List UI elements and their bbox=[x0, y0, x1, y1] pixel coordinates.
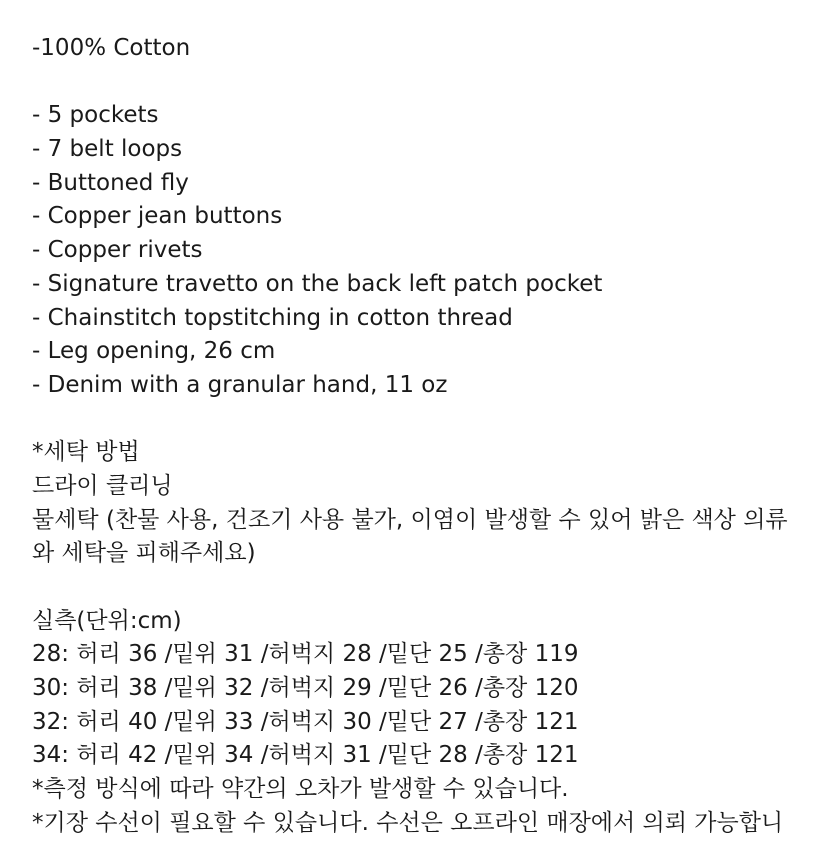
size-row: 30: 허리 38 /밑위 32 /허벅지 29 /밑단 26 /총장 120 bbox=[32, 675, 579, 702]
alteration-note: *기장 수선이 필요할 수 있습니다. 수선은 오프라인 매장에서 의뢰 가능합니 bbox=[32, 809, 784, 836]
feature-item: - Chainstitch topstitching in cotton thread bbox=[32, 304, 513, 331]
measurement-section bbox=[32, 605, 822, 841]
washing-section bbox=[32, 436, 822, 571]
washing-heading: *세탁 방법 bbox=[32, 439, 140, 466]
feature-item: - Copper jean buttons bbox=[32, 203, 283, 230]
feature-item: - Signature travetto on the back left patch pocket bbox=[32, 270, 603, 297]
size-row: 28: 허리 36 /밑위 31 /허벅지 28 /밑단 25 /총장 119 bbox=[32, 641, 579, 668]
feature-item: - 7 belt loops bbox=[32, 136, 183, 163]
water-wash-text: 물세탁 (찬물 사용, 건조기 사용 불가, 이염이 발생할 수 있어 밝은 색상 의류 bbox=[32, 506, 788, 533]
material-text: -100% Cotton bbox=[32, 35, 191, 61]
feature-item: - Buttoned fly bbox=[32, 169, 189, 196]
water-wash-text-cont: 와 세탁을 피해주세요) bbox=[32, 540, 256, 567]
dry-clean-text: 드라이 클리닝 bbox=[32, 472, 173, 499]
product-description bbox=[32, 32, 822, 841]
spacer bbox=[32, 66, 822, 100]
feature-list bbox=[32, 99, 822, 402]
size-row: 32: 허리 40 /밑위 33 /허벅지 30 /밑단 27 /총장 121 bbox=[32, 708, 579, 735]
feature-item: - Leg opening, 26 cm bbox=[32, 338, 276, 365]
measurement-note: *측정 방식에 따라 약간의 오차가 발생할 수 있습니다. bbox=[32, 776, 569, 803]
size-row: 34: 허리 42 /밑위 34 /허벅지 31 /밑단 28 /총장 121 bbox=[32, 742, 579, 769]
measurement-heading: 실측(단위:cm) bbox=[32, 607, 182, 634]
feature-item: - Denim with a granular hand, 11 oz bbox=[32, 371, 448, 398]
feature-item: - 5 pockets bbox=[32, 102, 159, 129]
spacer bbox=[32, 403, 822, 437]
spacer bbox=[32, 571, 822, 605]
feature-item: - Copper rivets bbox=[32, 237, 203, 264]
